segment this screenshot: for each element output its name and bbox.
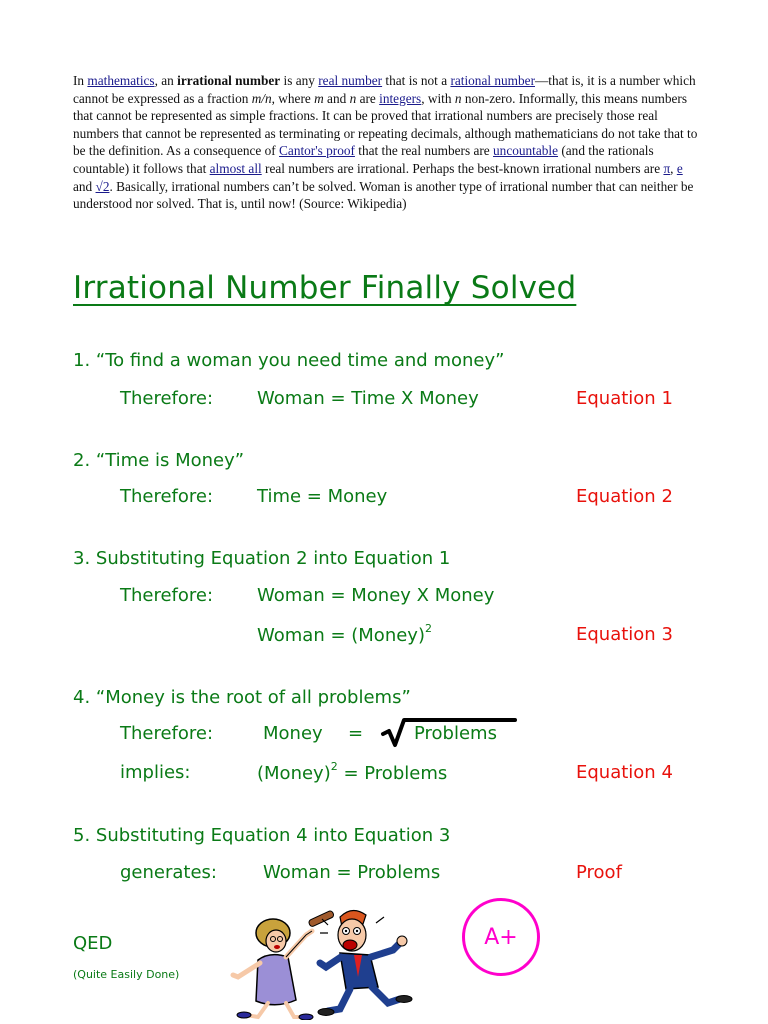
page-title: Irrational Number Finally Solved: [73, 270, 577, 306]
step-4-label: Therefore:: [120, 723, 214, 744]
proof-tag: Proof: [576, 862, 622, 883]
intro-text: , an: [154, 73, 178, 88]
math-n: n: [454, 90, 462, 106]
step-3-label: Therefore:: [120, 585, 214, 606]
intro-text: real numbers are irrational. Perhaps the best-known irrational numbers are: [261, 160, 664, 176]
equation-3-tag: Equation 3: [576, 624, 673, 645]
step-5-label: generates:: [120, 862, 217, 883]
link-cantors-proof[interactable]: Cantor's proof: [279, 143, 355, 159]
grade-circle: [462, 898, 540, 976]
link-real-number[interactable]: real number: [318, 73, 383, 88]
math-m: m: [314, 90, 324, 106]
intro-text: is any: [280, 73, 319, 88]
intro-text: , where: [271, 90, 315, 106]
expr-text: = Problems: [337, 763, 448, 784]
intro-text: —that is, it is a number which cannot be expressed as a fraction: [73, 73, 696, 106]
step-3-heading: 3. Substituting Equation 2 into Equation 1: [73, 548, 451, 569]
step-1-label: Therefore:: [120, 388, 214, 409]
intro-text: . Basically, irrational numbers can’t be solved. Woman is another type of irrational number that can neither be understood nor solved. That is, until now! (Source: Wikipedia): [73, 178, 694, 212]
intro-text: and: [323, 90, 350, 106]
intro-text: ,: [670, 160, 677, 176]
intro-text: are: [356, 90, 380, 106]
step-4-problems: Problems: [414, 723, 497, 744]
arguing-couple-illustration: [228, 905, 418, 1020]
link-e[interactable]: e: [676, 160, 683, 176]
intro-text: that is not a: [382, 73, 451, 88]
man-figure-icon: [318, 910, 412, 1015]
step-5-expression: Woman = Problems: [263, 862, 441, 883]
expr-text: Woman = (Money): [257, 625, 425, 646]
intro-text: non-zero. Informally, this means numbers that cannot be represented as simple fractions. It can be proved that irrational numbers are precisely those real numbers that cannot be represented as terminating or repeating decimals, although mathematicians do not take that to be the definition. As a consequence of: [73, 90, 698, 159]
link-sqrt2[interactable]: √2: [95, 178, 110, 194]
exponent: 2: [424, 622, 432, 635]
step-1-expression: Woman = Time X Money: [257, 388, 479, 409]
qed-subtitle: (Quite Easily Done): [73, 968, 180, 981]
step-4-heading: 4. “Money is the root of all problems”: [73, 687, 411, 708]
qed-label: QED: [73, 933, 113, 954]
step-2-expression: Time = Money: [257, 486, 388, 507]
link-uncountable[interactable]: uncountable: [493, 143, 559, 159]
intro-text: , with: [421, 90, 455, 106]
intro-text: that the real numbers are: [354, 143, 494, 159]
equation-4-tag: Equation 4: [576, 762, 673, 783]
intro-text: and: [73, 178, 96, 194]
step-4-expression-squared: [257, 762, 447, 784]
grade-text: A+: [484, 924, 518, 950]
step-4-equals: =: [348, 723, 364, 744]
step-3-expression-squared: [257, 624, 432, 646]
link-almost-all[interactable]: almost all: [209, 160, 262, 176]
link-rational-number[interactable]: rational number: [450, 73, 535, 88]
step-4-label-implies: implies:: [120, 762, 191, 783]
step-3-expression: Woman = Money X Money: [257, 585, 495, 606]
equation-2-tag: Equation 2: [576, 486, 673, 507]
step-1-heading: 1. “To find a woman you need time and money”: [73, 350, 505, 371]
step-2-label: Therefore:: [120, 486, 214, 507]
expr-text: (Money): [257, 763, 331, 784]
intro-text: In: [73, 73, 88, 88]
exponent: 2: [330, 760, 338, 773]
term-irrational-number: irrational number: [177, 73, 281, 88]
step-5-heading: 5. Substituting Equation 4 into Equation 3: [73, 825, 451, 846]
link-pi[interactable]: π: [663, 160, 671, 176]
step-2-heading: 2. “Time is Money”: [73, 450, 245, 471]
link-mathematics[interactable]: mathematics: [87, 73, 155, 88]
step-4-money: Money: [263, 723, 323, 744]
intro-text: (and the rationals countable) it follows that: [73, 143, 654, 176]
intro-paragraph: [73, 72, 698, 213]
math-mn: m/n: [251, 90, 272, 106]
math-n: n: [349, 90, 357, 106]
link-integers[interactable]: integers: [379, 90, 422, 106]
equation-1-tag: Equation 1: [576, 388, 673, 409]
